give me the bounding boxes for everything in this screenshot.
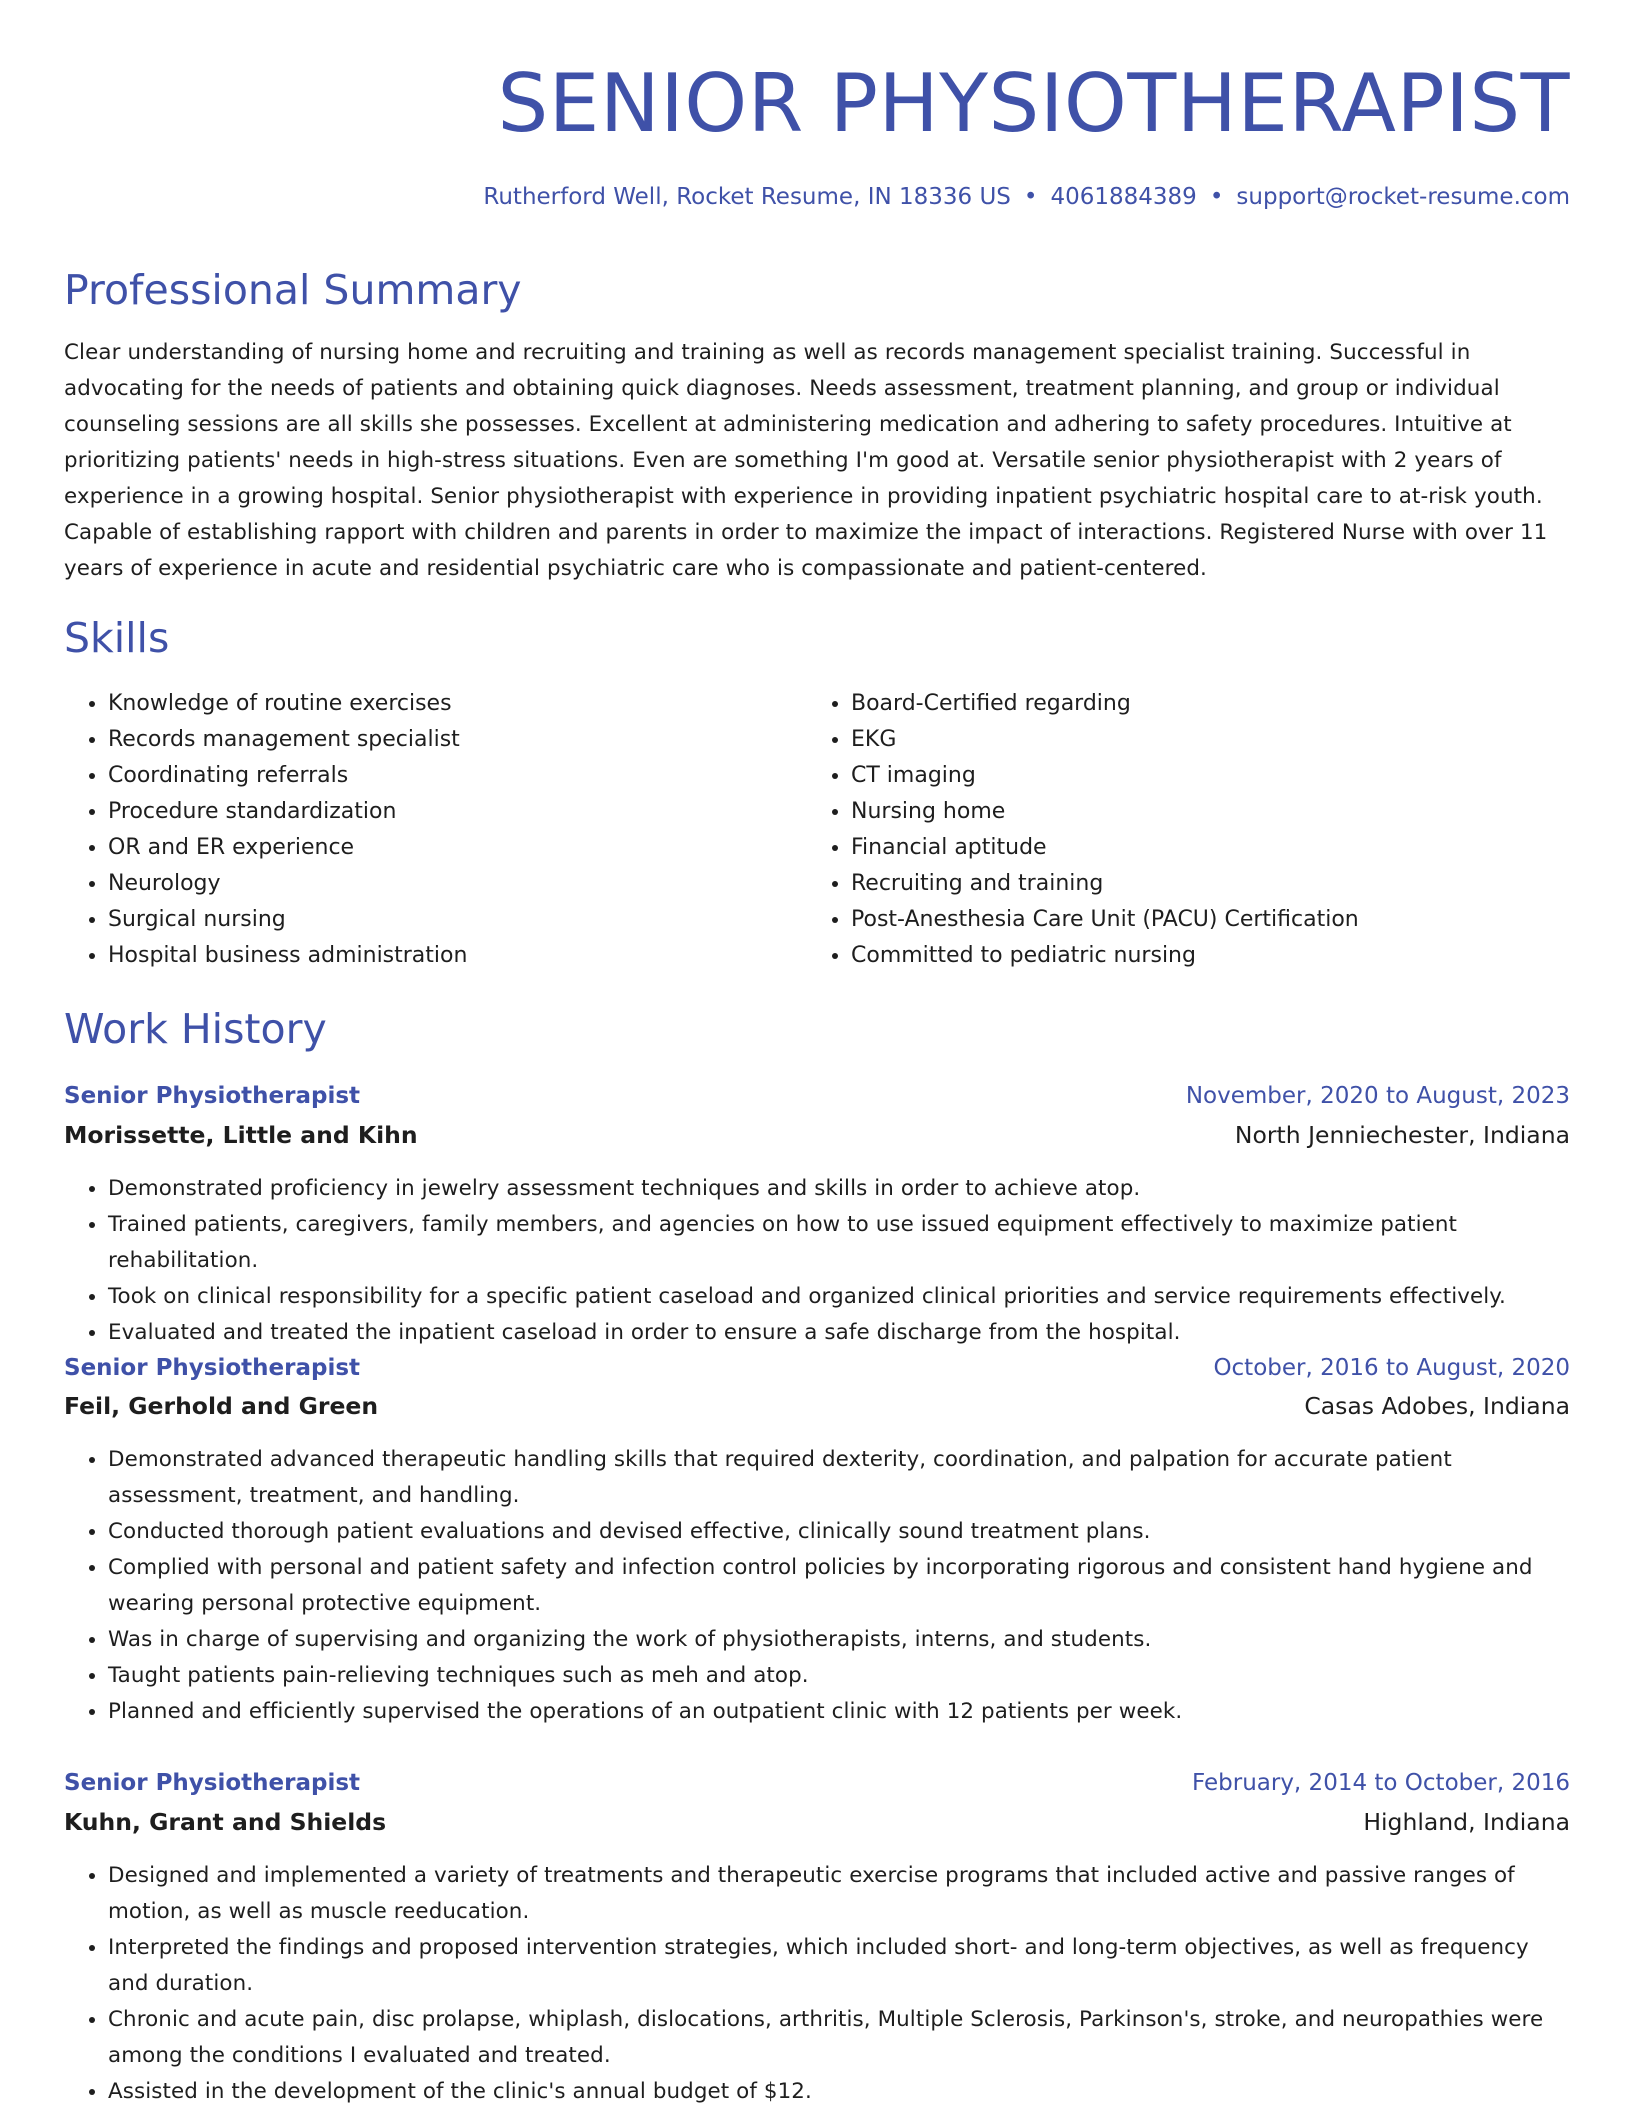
job-dates: November, 2020 to August, 2023 bbox=[1185, 1083, 1570, 1109]
skill-item: • CT imaging bbox=[851, 758, 1551, 794]
job-bullet: • Taught patients pain-relieving techniques such as meh and atop. bbox=[108, 1658, 1570, 1694]
skill-item: • Surgical nursing bbox=[108, 902, 808, 938]
contact-line bbox=[483, 181, 1570, 213]
contact-email: support@rocket-resume.com bbox=[1236, 184, 1570, 210]
job-location: Highland, Indiana bbox=[1363, 1808, 1570, 1836]
job-bullet: • Interpreted the findings and proposed intervention strategies, which included short- and long-term objectives, as well as frequency and duration. bbox=[108, 1930, 1570, 2002]
candidate-name: SENIOR PHYSIOTHERAPIST bbox=[497, 57, 1570, 150]
skill-item: • Knowledge of routine exercises bbox=[108, 686, 808, 722]
job-location: North Jenniechester, Indiana bbox=[1234, 1121, 1570, 1149]
job-title: Senior Physiotherapist bbox=[64, 1355, 361, 1381]
section-title-summary: Professional Summary bbox=[64, 266, 522, 314]
skills-list-left bbox=[64, 686, 808, 974]
job-bullet: • Conducted thorough patient evaluations and devised effective, clinically sound treatment plans. bbox=[108, 1514, 1570, 1550]
job-bullets bbox=[64, 1442, 1570, 1730]
summary-text: Clear understanding of nursing home and recruiting and training as well as records management specialist training. Successful in advocating for the needs of patients and obtaining quick diagnoses. Needs assessment, treatment planning, and group or individual counseling sessions are all skills she possesses. Excellent at administering medication and adhering to safety procedures. Intuitive at prioritizing patients' needs in high-stress situations. Even are something I'm good at. Versatile senior physiotherapist with 2 years of experience in a growing hospital. Senior physiotherapist with experience in providing inpatient psychiatric hospital care to at-risk youth. Capable of establishing rapport with children and parents in order to maximize the impact of interactions. Registered Nurse with over 11 years of experience in acute and residential psychiatric care who is compassionate and patient-centered. bbox=[64, 340, 1548, 581]
job-location: Casas Adobes, Indiana bbox=[1304, 1392, 1570, 1420]
contact-address: Rutherford Well, Rocket Resume, IN 18336 US bbox=[483, 184, 1011, 210]
job-bullet: • Chronic and acute pain, disc prolapse, whiplash, dislocations, arthritis, Multiple Sclerosis, Parkinson's, stroke, and neuropathies were among the conditions I evaluated and treated. bbox=[108, 2002, 1570, 2074]
job-bullet: • Planned and efficiently supervised the operations of an outpatient clinic with 12 patients per week. bbox=[108, 1694, 1570, 1730]
skill-item: • Recruiting and training bbox=[851, 866, 1551, 902]
skill-item: • Committed to pediatric nursing bbox=[851, 938, 1551, 974]
contact-separator: • bbox=[1209, 184, 1224, 210]
skill-item: • EKG bbox=[851, 722, 1551, 758]
skill-item: • Coordinating referrals bbox=[108, 758, 808, 794]
job-bullet: • Complied with personal and patient safety and infection control policies by incorporating rigorous and consistent hand hygiene and wearing personal protective equipment. bbox=[108, 1550, 1570, 1622]
job-title: Senior Physiotherapist bbox=[64, 1770, 361, 1796]
section-title-work-history: Work History bbox=[64, 1005, 327, 1053]
skills-list-right bbox=[807, 686, 1551, 974]
job-bullet: • Assisted in the development of the clinic's annual budget of $12. bbox=[108, 2074, 1570, 2110]
skill-item: • Nursing home bbox=[851, 794, 1551, 830]
job-bullet: • Demonstrated proficiency in jewelry assessment techniques and skills in order to achieve atop. bbox=[108, 1171, 1570, 1207]
skill-item: • Records management specialist bbox=[108, 722, 808, 758]
job-bullet: • Trained patients, caregivers, family members, and agencies on how to use issued equipment effectively to maximize patient rehabilitation. bbox=[108, 1207, 1570, 1279]
job-dates: October, 2016 to August, 2020 bbox=[1213, 1355, 1570, 1381]
job-bullet: • Was in charge of supervising and organizing the work of physiotherapists, interns, and students. bbox=[108, 1622, 1570, 1658]
job-company: Feil, Gerhold and Green bbox=[64, 1392, 379, 1420]
section-title-skills: Skills bbox=[64, 614, 170, 662]
skill-item: • Hospital business administration bbox=[108, 938, 808, 974]
skill-item: • Board-Certified regarding bbox=[851, 686, 1551, 722]
job-bullet: • Demonstrated advanced therapeutic handling skills that required dexterity, coordination, and palpation for accurate patient assessment, treatment, and handling. bbox=[108, 1442, 1570, 1514]
skill-item: • Financial aptitude bbox=[851, 830, 1551, 866]
skill-item: • Post-Anesthesia Care Unit (PACU) Certification bbox=[851, 902, 1551, 938]
job-company: Kuhn, Grant and Shields bbox=[64, 1808, 387, 1836]
job-bullet: • Evaluated and treated the inpatient caseload in order to ensure a safe discharge from the hospital. bbox=[108, 1315, 1570, 1351]
job-title: Senior Physiotherapist bbox=[64, 1083, 361, 1109]
contact-separator: • bbox=[1023, 184, 1038, 210]
job-bullets bbox=[64, 1858, 1570, 2110]
job-bullet: • Took on clinical responsibility for a specific patient caseload and organized clinical priorities and service requirements effectively. bbox=[108, 1279, 1570, 1315]
job-bullets bbox=[64, 1171, 1570, 1351]
contact-phone: 4061884389 bbox=[1050, 184, 1197, 210]
job-bullet: • Designed and implemented a variety of treatments and therapeutic exercise programs that included active and passive ranges of motion, as well as muscle reeducation. bbox=[108, 1858, 1570, 1930]
skill-item: • Neurology bbox=[108, 866, 808, 902]
job-company: Morissette, Little and Kihn bbox=[64, 1121, 418, 1149]
skill-item: • Procedure standardization bbox=[108, 794, 808, 830]
job-dates: February, 2014 to October, 2016 bbox=[1192, 1770, 1570, 1796]
skill-item: • OR and ER experience bbox=[108, 830, 808, 866]
